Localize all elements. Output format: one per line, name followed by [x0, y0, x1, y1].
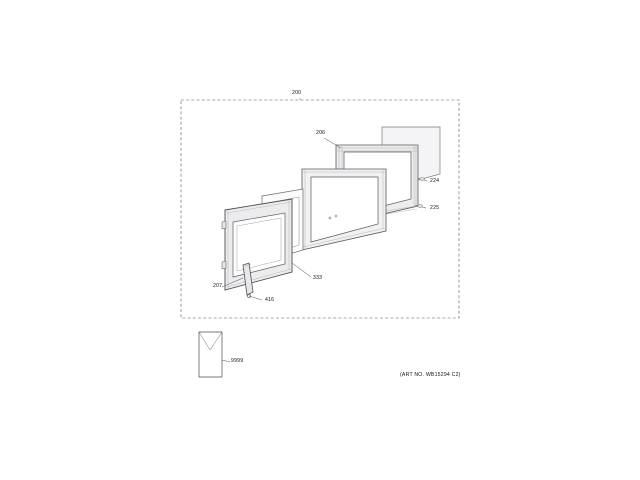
callout-screw-225: 225 — [430, 205, 440, 211]
callout-group-200: 200 — [292, 90, 302, 96]
callout-door-333: 333 — [313, 275, 323, 281]
door-inner-frame — [302, 169, 386, 250]
callout-literature-9999: 9999 — [231, 358, 244, 364]
callout-screw-224: 224 — [430, 178, 440, 184]
callout-grille-206: 206 — [316, 130, 326, 136]
literature-packet — [199, 332, 230, 377]
callout-handle-screw-416: 416 — [265, 297, 275, 303]
callout-handle-207: 207 — [213, 283, 223, 289]
art-number-note: (ART NO. WB15294 C2) — [400, 372, 461, 378]
door-assembly-front — [222, 199, 292, 290]
